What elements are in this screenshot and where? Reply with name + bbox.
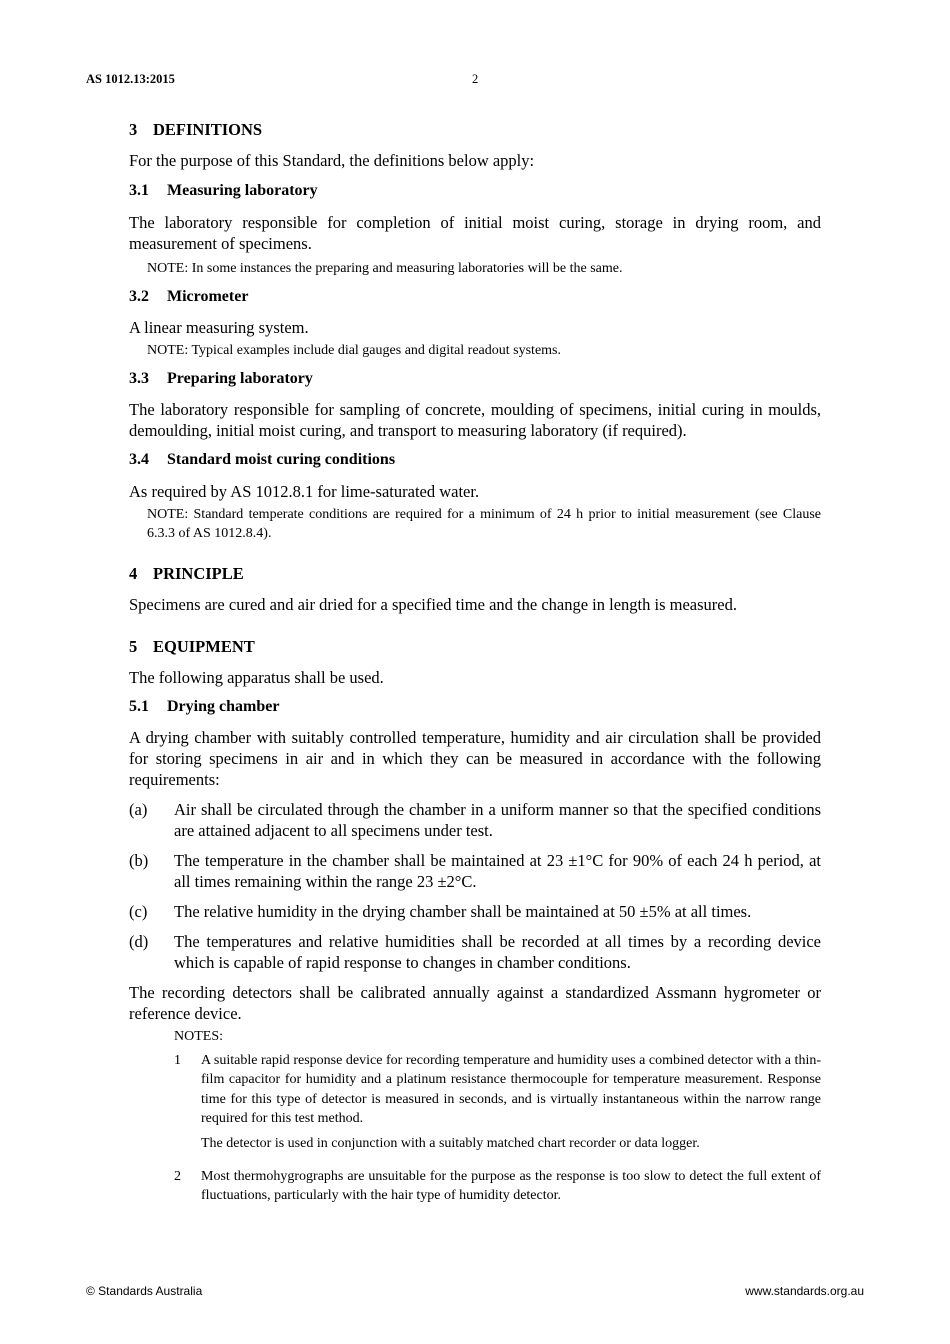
section-3-intro: For the purpose of this Standard, the definitions below apply: xyxy=(129,151,535,170)
list-item-c xyxy=(129,901,821,922)
section-5-intro: The following apparatus shall be used. xyxy=(129,668,384,687)
page-number: 2 xyxy=(472,72,479,86)
list-label: (c) xyxy=(129,902,148,921)
note-1-extra: The detector is used in conjunction with a suitably matched chart recorder or data logger. xyxy=(201,1135,700,1151)
standard-code: AS 1012.13:2015 xyxy=(86,72,175,86)
note-label: 2 xyxy=(174,1168,181,1184)
list-item-d-extra: The recording detectors shall be calibrated annually against a standardized Assmann hygrometer or reference device. xyxy=(129,983,821,1023)
list-text: The temperature in the chamber shall be maintained at 23 ±1°C for 90% of each 24 h period, at all times remaining within the range 23 ±2°C. xyxy=(174,851,821,891)
definition-3-4-heading: 3.4 Standard moist curing conditions xyxy=(129,451,396,468)
note-text: A suitable rapid response device for recording temperature and humidity uses a combined detector with a thin-film capacitor for humidity and a platinum resistance thermocouple for temperature measurement. Response time for this type of detector is measured in seconds, and is virtually instantaneous within the narrow range required for this test method. xyxy=(201,1053,821,1127)
section-4-text: Specimens are cured and air dried for a specified time and the change in length is measured. xyxy=(129,595,737,614)
list-label: (b) xyxy=(129,851,149,870)
section-3-heading: 3 DEFINITIONS xyxy=(129,120,263,139)
section-5-heading: 5 EQUIPMENT xyxy=(129,637,255,656)
definition-3-1-text: The laboratory responsible for completion of initial moist curing, storage in drying room, and measurement of specimens. xyxy=(129,213,821,253)
definition-3-2-note: NOTE: Typical examples include dial gauges and digital readout systems. xyxy=(147,343,561,358)
list-text: The relative humidity in the drying chamber shall be maintained at 50 ±5% at all times. xyxy=(174,902,752,921)
note-label: 1 xyxy=(174,1053,181,1068)
note-text: Most thermohygrographs are unsuitable for the purpose as the response is too slow to detect the full extent of fluctuations, particularly with the hair type of humidity detector. xyxy=(201,1168,821,1204)
definition-3-3-heading: 3.3 Preparing laboratory xyxy=(129,370,313,387)
list-label: (d) xyxy=(129,932,149,951)
definition-3-2-heading: 3.2 Micrometer xyxy=(129,288,249,305)
list-item-a xyxy=(129,799,821,841)
clause-5-1-heading: 5.1 Drying chamber xyxy=(129,698,280,715)
list-text: The temperatures and relative humidities shall be recorded at all times by a recording device which is capable of rapid response to changes in chamber conditions. xyxy=(174,932,821,972)
section-4-heading: 4 PRINCIPLE xyxy=(129,564,244,583)
list-label: (a) xyxy=(129,800,148,819)
list-text: Air shall be circulated through the chamber in a uniform manner so that the specified conditions are attained adjacent to all specimens under test. xyxy=(174,800,821,840)
note-1 xyxy=(174,1051,821,1129)
definition-3-2-text: A linear measuring system. xyxy=(129,318,309,337)
definition-3-4-text: As required by AS 1012.8.1 for lime-saturated water. xyxy=(129,482,480,501)
definition-3-4-note: NOTE: Standard temperate conditions are required for a minimum of 24 h prior to initial measurement (see Clause 6.3.3 of AS 1012.8.4). xyxy=(147,507,821,541)
definition-3-1-note: NOTE: In some instances the preparing and measuring laboratories will be the same. xyxy=(147,261,623,276)
note-2 xyxy=(174,1167,821,1206)
clause-5-1-text: A drying chamber with suitably controlled temperature, humidity and air circulation shall be provided for storing specimens in air and in which they can be measured in accordance with the following requirements: xyxy=(129,728,821,789)
notes-heading: NOTES: xyxy=(174,1029,223,1044)
footer-website[interactable]: www.standards.org.au xyxy=(745,1284,864,1298)
list-item-b xyxy=(129,850,821,892)
document-body xyxy=(129,120,821,1205)
definition-3-3-text: The laboratory responsible for sampling of concrete, moulding of specimens, initial curing in moulds, demoulding, initial moist curing, and transport to measuring laboratory (if required). xyxy=(129,400,821,440)
footer-copyright: © Standards Australia xyxy=(86,1284,203,1298)
list-item-d xyxy=(129,931,821,973)
definition-3-1-heading: 3.1 Measuring laboratory xyxy=(129,182,318,199)
